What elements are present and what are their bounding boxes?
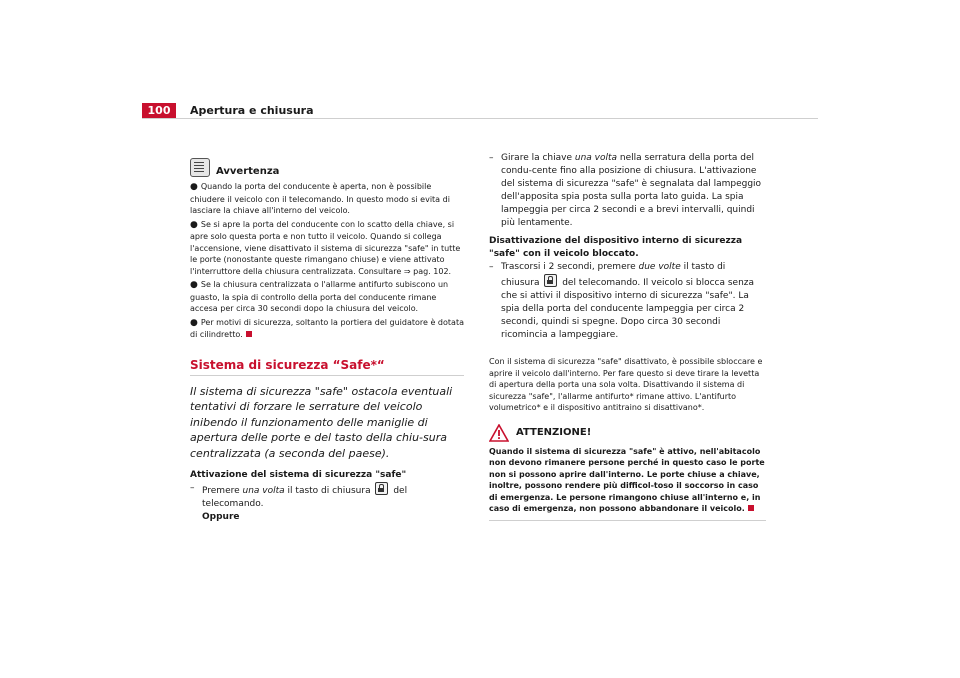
- step-text-pre: Girare la chiave: [501, 153, 575, 163]
- warning-box: [489, 424, 766, 521]
- note-item: [190, 279, 464, 315]
- step-text: [501, 152, 766, 230]
- step-text-emphasis: due volte: [638, 262, 681, 272]
- oppure-label: Oppure: [202, 512, 240, 522]
- note-item-text: Se la chiusura centralizzata o l'allarme antifurto subiscono un guasto, la spia di controllo della porta del conducente rimane accesa per circa 30 secondi dopo la chiusura del veicolo.: [190, 280, 449, 313]
- activation-heading: Attivazione del sistema di sicurezza "safe": [190, 470, 407, 480]
- lock-key-icon: [375, 482, 388, 495]
- dash: –: [489, 153, 494, 163]
- section-title: Sistema di sicurezza “Safe*“: [190, 358, 464, 376]
- warning-text-body: Quando il sistema di sicurezza "safe" è attivo, nell'abitacolo non devono rimanere persone perché in questo caso le porte non si possono aprire dall'interno. Le porte chiuse a chiave, inoltre, possono rendere più difficol-toso il soccorso in caso di emergenza. Le persone rimangono chiuse all'interno e, in caso di emergenza, non possono abbandonare il veicolo.: [489, 446, 765, 513]
- note-item: [190, 181, 464, 217]
- step-item: [190, 482, 464, 524]
- left-column: [190, 158, 464, 524]
- step-text-emphasis: una volta: [574, 153, 618, 163]
- note-item-text: Per motivi di sicurezza, soltanto la portiera del guidatore è dotata di cilindretto.: [190, 317, 464, 339]
- chapter-title: Apertura e chiusura: [190, 104, 314, 117]
- end-mark-icon: [246, 331, 252, 337]
- bullet-icon: ●: [190, 219, 198, 230]
- step-item: [489, 152, 766, 230]
- note-title: Avvertenza: [216, 166, 280, 177]
- warning-triangle-icon: [489, 424, 509, 442]
- bullet-icon: ●: [190, 182, 198, 192]
- bullet-icon: ●: [190, 317, 198, 328]
- section-intro: Il sistema di sicurezza "safe" ostacola eventuali tentativi di forzare le serrature del veicolo inibendo il funzionamento delle maniglie di apertura delle porte e del tasto della chiu-sura centralizzata (a seconda del paese).: [190, 384, 453, 460]
- note-icon: [190, 158, 210, 177]
- warning-header: [489, 424, 766, 442]
- step-text-pre: Trascorsi i 2 secondi, premere: [501, 262, 639, 272]
- note-header: [190, 158, 464, 177]
- header-divider: [142, 118, 818, 119]
- info-paragraph: Con il sistema di sicurezza "safe" disattivato, è possibile sbloccare e aprire il veicolo dall'interno. Per fare questo si deve tirare la levetta di apertura della porta una sola volta. Disattivando il sistema di sicurezza "safe", l'allarme antifurto* rimane attivo. L'antifurto volumetrico* e il dispositivo antitraino si disattivano*.: [489, 357, 763, 412]
- step-text-post: nella serratura della porta del condu-cente fino alla posizione di chiusura. L'attivazione del sistema di sicurezza "safe" è segnalata dal lampeggio dell'apposita spia posta sulla porta lato guida. La spia lampeggia per circa 2 secondi e a brevi intervalli, quindi più lentamente.: [501, 153, 762, 228]
- page-number: 100: [142, 103, 176, 118]
- step-text: [202, 482, 464, 524]
- step-text-post: del telecomando. Il veicolo si blocca senza che si attivi il dispositivo interno di sicurezza "safe". La spia della porta del conducente lampeggia per circa 2 secondi, quindi si spegne. Dopo circa 30 secondi ricomincia a lampeggiare.: [501, 278, 755, 340]
- dash: –: [489, 262, 494, 272]
- note-item-text: Quando la porta del conducente è aperta, non è possibile chiudere il veicolo con il telecomando. In questo modo si evita di lasciare la chiave all'interno del veicolo.: [190, 182, 450, 215]
- note-item-text: Se si apre la porta del conducente con lo scatto della chiave, si apre solo questa porta e non tutto il veicolo. Quando si collega l'accensione, viene disattivato il sistema di sicurezza "safe" in tutte le porte (nonostante queste rimangano chiuse) e viene attivato l'interruttore della chiusura centralizzata. Consultare ⇒ pag. 102.: [190, 219, 461, 276]
- step-text-emphasis: una volta: [242, 486, 285, 496]
- bullet-icon: ●: [190, 280, 198, 290]
- deactivation-heading: Disattivazione del dispositivo interno di sicurezza "safe" con il veicolo bloccato.: [489, 236, 743, 259]
- warning-text: [489, 446, 766, 521]
- step-item: [489, 261, 766, 342]
- warning-title: ATTENZIONE!: [516, 427, 592, 438]
- step-text-pre: Premere: [202, 486, 243, 496]
- note-item: [190, 317, 464, 341]
- step-text-mid: il tasto di chiusura: [284, 486, 374, 496]
- note-item: [190, 219, 464, 278]
- step-text-mid: il tasto di chiusura: [501, 262, 726, 288]
- right-column: [489, 152, 766, 521]
- end-mark-icon: [748, 505, 754, 511]
- lock-key-icon: [544, 274, 557, 287]
- dash: –: [190, 483, 195, 493]
- step-text: [501, 261, 766, 342]
- step-text-post: del telecomando.: [202, 486, 408, 509]
